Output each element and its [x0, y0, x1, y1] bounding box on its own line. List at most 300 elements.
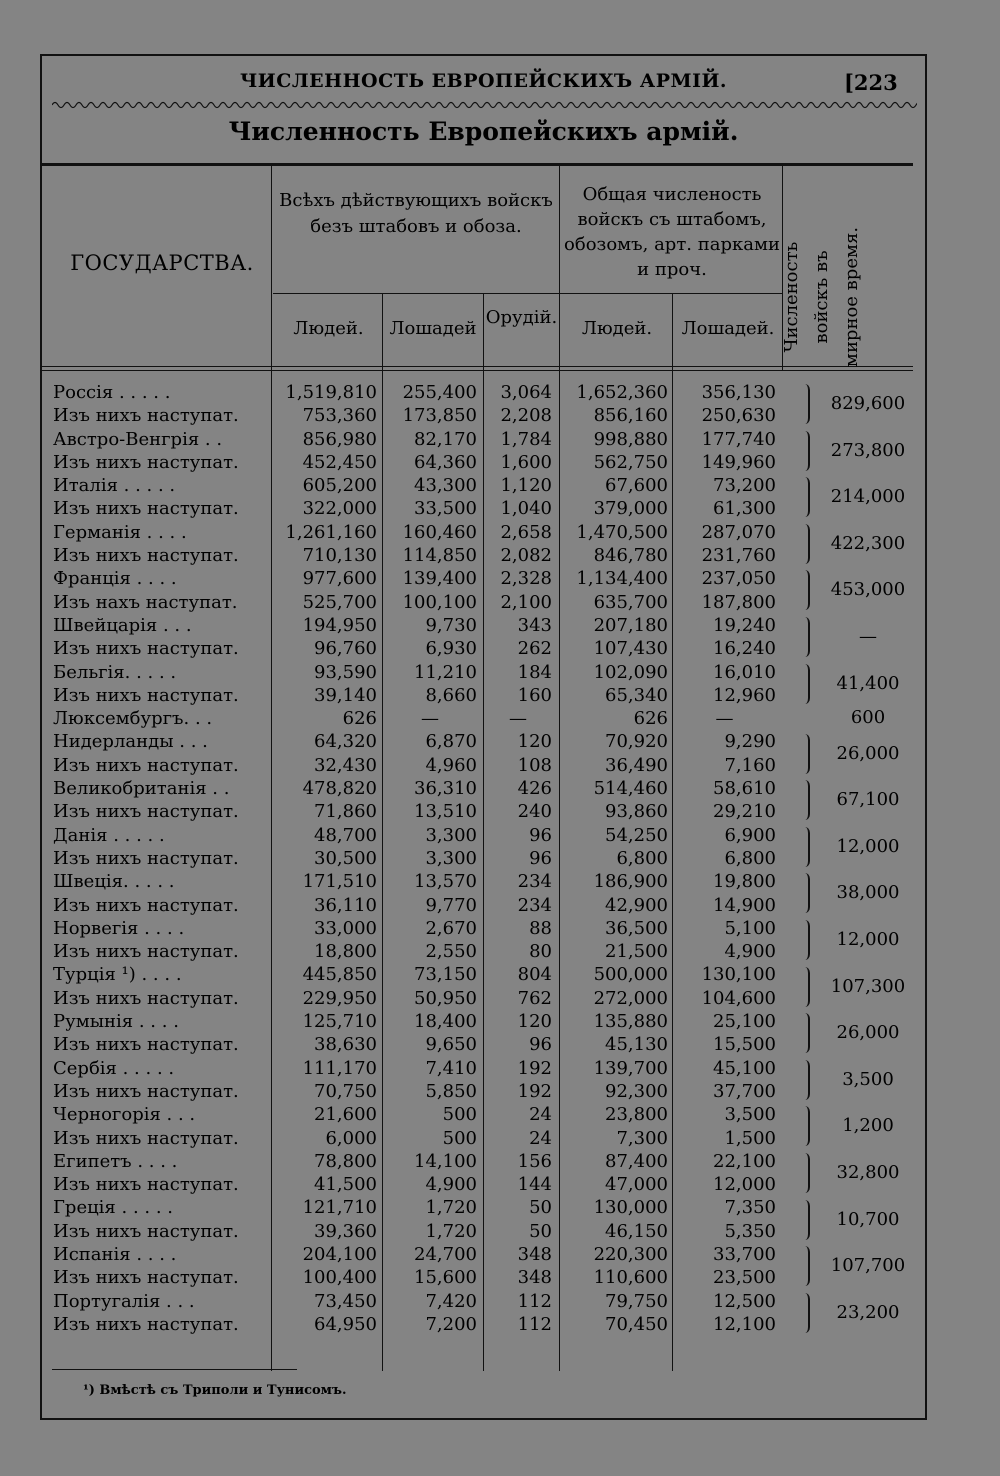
men-total-cell: 107,430 [593, 638, 668, 660]
men-active-cell: 73,450 [314, 1290, 377, 1312]
footnote-rule [52, 1369, 297, 1370]
peacetime-value: 12,000 [836, 835, 900, 857]
peacetime-cell [800, 381, 918, 428]
men-active-cell: 64,320 [314, 731, 377, 753]
peacetime-cell [800, 614, 918, 661]
guns-cell: 50 [529, 1220, 552, 1242]
state-name: Румынія . . . . [53, 1011, 179, 1033]
men-active-cell: 204,100 [302, 1243, 377, 1265]
horses-active-cell: 500 [442, 1127, 477, 1149]
men-total-cell: 272,000 [593, 987, 668, 1009]
guns-cell: 3,064 [500, 382, 552, 403]
state-name: Изъ нихъ наступат. [53, 1174, 239, 1196]
men-active-cell: 18,800 [314, 941, 377, 963]
guns-cell: 262 [517, 638, 552, 660]
horses-active-cell: 500 [442, 1104, 477, 1126]
state-name: Изъ нихъ наступат. [53, 545, 239, 567]
state-name: Франція . . . . [53, 568, 177, 590]
guns-cell: 1,784 [500, 428, 552, 450]
horses-active-cell: 64,360 [414, 451, 477, 473]
horses-total-cell: 58,610 [713, 778, 776, 800]
peacetime-value: 422,300 [830, 532, 906, 554]
peacetime-value: 10,700 [836, 1208, 900, 1230]
horses-active-cell: 73,150 [414, 964, 477, 986]
peacetime-cell [800, 1103, 918, 1150]
subheader-men-total: Людей. [581, 318, 653, 339]
state-name: Сербія . . . . . [53, 1057, 175, 1079]
brace-icon [800, 734, 810, 774]
horses-active-cell: 1,720 [425, 1197, 477, 1219]
men-total-cell: 36,490 [605, 754, 668, 776]
guns-cell: 1,040 [500, 498, 552, 520]
horses-active-cell: 7,420 [425, 1290, 477, 1312]
men-total-cell: 47,000 [605, 1174, 668, 1196]
men-active-cell: 70,750 [314, 1080, 377, 1102]
state-name: Великобританія . . [53, 778, 230, 800]
horses-active-cell: 13,570 [414, 871, 477, 893]
men-active-cell: 171,510 [302, 871, 377, 893]
peacetime-cell [800, 521, 918, 568]
men-active-cell: 229,950 [302, 987, 377, 1009]
state-name: Португалія . . . [53, 1290, 195, 1312]
horses-active-cell: 9,650 [425, 1034, 477, 1056]
peacetime-cell [800, 1290, 918, 1337]
horses-total-cell: 5,100 [724, 917, 776, 939]
state-name: Бельгія. . . . . [53, 661, 177, 683]
state-name: Швеція. . . . . [53, 871, 175, 893]
peacetime-cell [800, 474, 918, 521]
horses-active-cell: — [421, 708, 439, 730]
header-active-troops: Всѣхъ дѣйствующихъ войскъ безъ штабовъ и обоза. [279, 190, 553, 237]
subheader-horses-active: Лошадей [389, 318, 477, 339]
horses-total-cell: 7,350 [724, 1197, 776, 1219]
horses-active-cell: 82,170 [414, 428, 477, 450]
state-name: Изъ нихъ наступат. [53, 754, 239, 776]
peacetime-value: 26,000 [836, 1022, 900, 1044]
horses-active-cell: 7,200 [425, 1313, 477, 1335]
guns-cell: 156 [517, 1150, 552, 1172]
horses-total-cell: 1,500 [724, 1127, 776, 1149]
men-total-cell: 207,180 [593, 614, 668, 636]
men-active-cell: 478,820 [302, 778, 377, 800]
peacetime-value: 107,700 [830, 1255, 906, 1277]
brace-icon [800, 431, 810, 471]
guns-cell: 804 [517, 964, 552, 986]
guns-cell: 96 [529, 1034, 552, 1056]
men-active-cell: 710,130 [302, 545, 377, 567]
brace-icon [800, 524, 810, 564]
horses-total-cell: 14,900 [713, 894, 776, 916]
men-active-cell: 525,700 [302, 591, 377, 613]
men-active-cell: 1,261,160 [285, 521, 377, 543]
brace-icon [800, 1153, 810, 1193]
horses-active-cell: 5,850 [425, 1080, 477, 1102]
state-name: Изъ нихъ наступат. [53, 451, 239, 473]
guns-cell: 1,120 [500, 475, 552, 497]
horses-active-cell: 2,670 [425, 917, 477, 939]
men-total-cell: 139,700 [593, 1057, 668, 1079]
horses-total-cell: 45,100 [713, 1057, 776, 1079]
horses-active-cell: 50,950 [414, 987, 477, 1009]
men-total-cell: 70,920 [605, 731, 668, 753]
peacetime-value: 273,800 [830, 439, 906, 461]
state-name: Данія . . . . . [53, 824, 165, 846]
guns-cell: 240 [517, 801, 552, 823]
men-total-cell: 998,880 [593, 428, 668, 450]
horses-total-cell: 4,900 [724, 941, 776, 963]
men-active-cell: 78,800 [314, 1150, 377, 1172]
men-active-cell: 6,000 [325, 1127, 377, 1149]
horses-active-cell: 255,400 [402, 382, 477, 403]
state-name: Изъ нахъ наступат. [53, 591, 238, 613]
horses-total-cell: 5,350 [724, 1220, 776, 1242]
men-active-cell: 977,600 [302, 568, 377, 590]
horses-total-cell: 37,700 [713, 1080, 776, 1102]
guns-cell: 1,600 [500, 451, 552, 473]
horses-active-cell: 13,510 [414, 801, 477, 823]
men-active-cell: 753,360 [302, 405, 377, 427]
men-total-cell: 1,652,360 [576, 382, 668, 403]
state-name: Изъ нихъ наступат. [53, 1127, 239, 1149]
horses-total-cell: 12,100 [713, 1313, 776, 1335]
peacetime-value: 829,600 [830, 393, 906, 414]
state-name: Изъ нихъ наступат. [53, 1220, 239, 1242]
guns-cell: — [509, 708, 527, 730]
men-active-cell: 856,980 [302, 428, 377, 450]
footnote: ¹) Вмѣстѣ съ Триполи и Тунисомъ. [83, 1383, 347, 1398]
horses-total-cell: 12,000 [713, 1174, 776, 1196]
men-total-cell: 635,700 [593, 591, 668, 613]
horses-total-cell: 149,960 [701, 451, 776, 473]
men-total-cell: 110,600 [593, 1267, 668, 1289]
subheader-men-active: Людей. [293, 318, 364, 339]
men-active-cell: 96,760 [314, 638, 377, 660]
horses-total-cell: 29,210 [713, 801, 776, 823]
guns-cell: 24 [529, 1127, 552, 1149]
men-total-cell: 846,780 [593, 545, 668, 567]
state-name: Изъ нихъ наступат. [53, 1267, 239, 1289]
guns-cell: 184 [517, 661, 552, 683]
horses-active-cell: 15,600 [414, 1267, 477, 1289]
men-active-cell: 33,000 [314, 917, 377, 939]
header-states: ГОСУДАРСТВА. [70, 251, 254, 275]
peacetime-value: 12,000 [836, 928, 900, 950]
horses-active-cell: 2,550 [425, 941, 477, 963]
horses-active-cell: 3,300 [425, 824, 477, 846]
guns-cell: 88 [529, 917, 552, 939]
guns-cell: 192 [517, 1080, 552, 1102]
peacetime-cell [800, 870, 918, 917]
peacetime-cell [800, 1197, 918, 1244]
peacetime-value: 41,400 [836, 672, 900, 694]
men-total-cell: 379,000 [593, 498, 668, 520]
horses-total-cell: 73,200 [713, 475, 776, 497]
men-active-cell: 39,140 [314, 684, 377, 706]
men-total-cell: 6,800 [616, 847, 668, 869]
state-name: Изъ нихъ наступат. [53, 941, 239, 963]
men-active-cell: 36,110 [314, 894, 377, 916]
men-active-cell: 32,430 [314, 754, 377, 776]
state-name: Изъ нихъ наступат. [53, 1080, 239, 1102]
horses-total-cell: 177,740 [701, 428, 776, 450]
peacetime-value: 32,800 [836, 1161, 900, 1183]
men-total-cell: 220,300 [593, 1243, 668, 1265]
horses-total-cell: 130,100 [701, 964, 776, 986]
men-active-cell: 626 [342, 708, 377, 730]
guns-cell: 2,100 [500, 591, 552, 613]
guns-cell: 120 [517, 1011, 552, 1033]
state-name: Изъ нихъ наступат. [53, 894, 239, 916]
subheader-rule [273, 293, 783, 294]
horses-total-cell: 250,630 [701, 405, 776, 427]
men-active-cell: 64,950 [314, 1313, 377, 1335]
state-name: Изъ нихъ наступат. [53, 847, 239, 869]
state-name: Люксембургъ. . . [53, 708, 213, 730]
horses-active-cell: 36,310 [414, 778, 477, 800]
state-name: Изъ нихъ наступат. [53, 1034, 239, 1056]
guns-cell: 96 [529, 847, 552, 869]
brace-icon [800, 1293, 810, 1333]
horses-total-cell: 22,100 [713, 1150, 776, 1172]
state-name: Швейцарія . . . [53, 614, 192, 636]
horses-active-cell: 6,870 [425, 731, 477, 753]
guns-cell: 96 [529, 824, 552, 846]
men-total-cell: 23,800 [605, 1104, 668, 1126]
men-active-cell: 111,170 [302, 1057, 377, 1079]
men-active-cell: 445,850 [302, 964, 377, 986]
men-total-cell: 79,750 [605, 1290, 668, 1312]
horses-total-cell: 356,130 [701, 382, 776, 403]
table-title: Численность Европейскихъ армій. [228, 117, 739, 146]
men-total-cell: 7,300 [616, 1127, 668, 1149]
guns-cell: 144 [517, 1174, 552, 1196]
peacetime-cell [800, 567, 918, 614]
horses-total-cell: 19,800 [713, 871, 776, 893]
horses-total-cell: 231,760 [701, 545, 776, 567]
guns-cell: 108 [517, 754, 552, 776]
men-total-cell: 87,400 [605, 1150, 668, 1172]
horses-active-cell: 33,500 [414, 498, 477, 520]
state-name: Италія . . . . . [53, 475, 176, 497]
men-total-cell: 1,134,400 [576, 568, 668, 590]
horses-active-cell: 11,210 [414, 661, 477, 683]
men-total-cell: 36,500 [605, 917, 668, 939]
horses-total-cell: 6,800 [724, 847, 776, 869]
horses-total-cell: 19,240 [713, 614, 776, 636]
horses-active-cell: 4,960 [425, 754, 477, 776]
horses-active-cell: 160,460 [402, 521, 477, 543]
guns-cell: 2,082 [500, 545, 552, 567]
state-name: Изъ нихъ наступат. [53, 638, 239, 660]
state-name: Россія . . . . . [53, 382, 171, 403]
guns-cell: 192 [517, 1057, 552, 1079]
men-total-cell: 92,300 [605, 1080, 668, 1102]
peacetime-value: 23,200 [836, 1301, 900, 1323]
men-total-cell: 42,900 [605, 894, 668, 916]
horses-active-cell: 1,720 [425, 1220, 477, 1242]
state-name: Изъ нихъ наступат. [53, 1313, 239, 1335]
page-frame-top [40, 54, 927, 56]
peacetime-cell [800, 824, 918, 871]
guns-cell: 2,328 [500, 568, 552, 590]
peacetime-cell [800, 1057, 918, 1104]
horses-active-cell: 9,770 [425, 894, 477, 916]
peacetime-cell [800, 707, 918, 730]
horses-total-cell: 6,900 [724, 824, 776, 846]
horses-active-cell: 43,300 [414, 475, 477, 497]
peacetime-cell [800, 428, 918, 475]
guns-cell: 160 [517, 684, 552, 706]
wavy-rule-ornament [52, 98, 917, 112]
men-active-cell: 605,200 [302, 475, 377, 497]
state-name: Египетъ . . . . [53, 1150, 178, 1172]
horses-active-cell: 7,410 [425, 1057, 477, 1079]
men-active-cell: 93,590 [314, 661, 377, 683]
guns-cell: 50 [529, 1197, 552, 1219]
guns-cell: 426 [517, 778, 552, 800]
horses-total-cell: 25,100 [713, 1011, 776, 1033]
men-active-cell: 1,519,810 [285, 382, 377, 403]
men-total-cell: 1,470,500 [576, 521, 668, 543]
peacetime-value: 3,500 [842, 1068, 894, 1090]
men-active-cell: 100,400 [302, 1267, 377, 1289]
guns-cell: 348 [517, 1243, 552, 1265]
guns-cell: 2,208 [500, 405, 552, 427]
men-total-cell: 67,600 [605, 475, 668, 497]
horses-total-cell: 3,500 [724, 1104, 776, 1126]
men-total-cell: 626 [633, 708, 668, 730]
state-name: Черногорія . . . [53, 1104, 196, 1126]
peacetime-value: 26,000 [836, 742, 900, 764]
horses-total-cell: — [715, 708, 734, 730]
men-active-cell: 48,700 [314, 824, 377, 846]
horses-total-cell: 7,160 [724, 754, 776, 776]
horses-active-cell: 14,100 [414, 1150, 477, 1172]
peacetime-value: 453,000 [830, 579, 906, 601]
men-active-cell: 38,630 [314, 1034, 377, 1056]
men-total-cell: 93,860 [605, 801, 668, 823]
horses-total-cell: 237,050 [701, 568, 776, 590]
men-active-cell: 30,500 [314, 847, 377, 869]
header-peacetime-strength: Численость войскъ въ мирное время. [781, 226, 862, 368]
brace-icon [800, 617, 810, 657]
subheader-horses-total: Лошадей. [681, 318, 775, 339]
brace-icon [800, 570, 810, 610]
men-total-cell: 562,750 [593, 451, 668, 473]
horses-total-cell: 287,070 [701, 521, 776, 543]
state-name: Норвегія . . . . [53, 917, 185, 939]
brace-icon [800, 384, 810, 424]
men-total-cell: 130,000 [593, 1197, 668, 1219]
men-active-cell: 121,710 [302, 1197, 377, 1219]
horses-active-cell: 8,660 [425, 684, 477, 706]
subheader-guns: Орудій. [485, 307, 558, 328]
guns-cell: 234 [517, 871, 552, 893]
guns-cell: 112 [517, 1290, 552, 1312]
men-total-cell: 514,460 [593, 778, 668, 800]
peacetime-cell [800, 1150, 918, 1197]
men-total-cell: 45,130 [605, 1034, 668, 1056]
peacetime-value: — [859, 626, 877, 647]
men-total-cell: 70,450 [605, 1313, 668, 1335]
peacetime-cell [800, 777, 918, 824]
horses-total-cell: 16,240 [713, 638, 776, 660]
horses-total-cell: 187,800 [701, 591, 776, 613]
men-total-cell: 102,090 [593, 661, 668, 683]
horses-total-cell: 33,700 [713, 1243, 776, 1265]
brace-icon [800, 873, 810, 913]
men-active-cell: 71,860 [314, 801, 377, 823]
men-active-cell: 125,710 [302, 1011, 377, 1033]
guns-cell: 234 [517, 894, 552, 916]
peacetime-value: 38,000 [836, 882, 900, 904]
guns-cell: 80 [529, 941, 552, 963]
peacetime-value: 67,100 [836, 789, 900, 811]
guns-cell: 348 [517, 1267, 552, 1289]
state-name: Изъ нихъ наступат. [53, 405, 239, 427]
brace-icon [800, 1200, 810, 1240]
peacetime-cell [800, 1010, 918, 1057]
running-head: ЧИСЛЕННОСТЬ ЕВРОПЕЙСКИХЪ АРМІЙ. [239, 70, 728, 92]
men-total-cell: 46,150 [605, 1220, 668, 1242]
brace-icon [800, 1060, 810, 1100]
horses-active-cell: 24,700 [414, 1243, 477, 1265]
brace-icon [800, 780, 810, 820]
horses-active-cell: 3,300 [425, 847, 477, 869]
guns-cell: 762 [517, 987, 552, 1009]
horses-total-cell: 61,300 [713, 498, 776, 520]
brace-icon [800, 664, 810, 704]
state-name: Испанія . . . . [53, 1243, 177, 1265]
peacetime-value: 1,200 [842, 1115, 894, 1137]
state-name: Изъ нихъ наступат. [53, 498, 239, 520]
brace-icon [800, 477, 810, 517]
men-active-cell: 39,360 [314, 1220, 377, 1242]
horses-total-cell: 15,500 [713, 1034, 776, 1056]
men-total-cell: 500,000 [593, 964, 668, 986]
peacetime-cell [800, 917, 918, 964]
peacetime-cell [800, 964, 918, 1011]
horses-total-cell: 12,960 [713, 684, 776, 706]
brace-icon [800, 827, 810, 867]
horses-total-cell: 12,500 [713, 1290, 776, 1312]
state-name: Изъ нихъ наступат. [53, 801, 239, 823]
horses-active-cell: 9,730 [425, 614, 477, 636]
men-total-cell: 135,880 [593, 1011, 668, 1033]
guns-cell: 24 [529, 1104, 552, 1126]
men-total-cell: 856,160 [593, 405, 668, 427]
men-total-cell: 54,250 [605, 824, 668, 846]
horses-total-cell: 23,500 [713, 1267, 776, 1289]
guns-cell: 112 [517, 1313, 552, 1335]
peacetime-value: 107,300 [830, 975, 906, 997]
men-active-cell: 41,500 [314, 1174, 377, 1196]
horses-active-cell: 114,850 [402, 545, 477, 567]
state-name: Нидерланды . . . [53, 731, 208, 753]
horses-total-cell: 9,290 [724, 731, 776, 753]
header-total-strength: Общая численость войскъ съ штабомъ, обозомъ, арт. парками и проч. [564, 184, 780, 280]
men-total-cell: 65,340 [605, 684, 668, 706]
peacetime-value: 600 [850, 707, 886, 729]
guns-cell: 2,658 [500, 521, 552, 543]
brace-icon [800, 1246, 810, 1286]
peacetime-cell [800, 1243, 918, 1290]
brace-icon [800, 967, 810, 1007]
men-active-cell: 322,000 [302, 498, 377, 520]
brace-icon [800, 920, 810, 960]
horses-active-cell: 139,400 [402, 568, 477, 590]
horses-total-cell: 104,600 [701, 987, 776, 1009]
